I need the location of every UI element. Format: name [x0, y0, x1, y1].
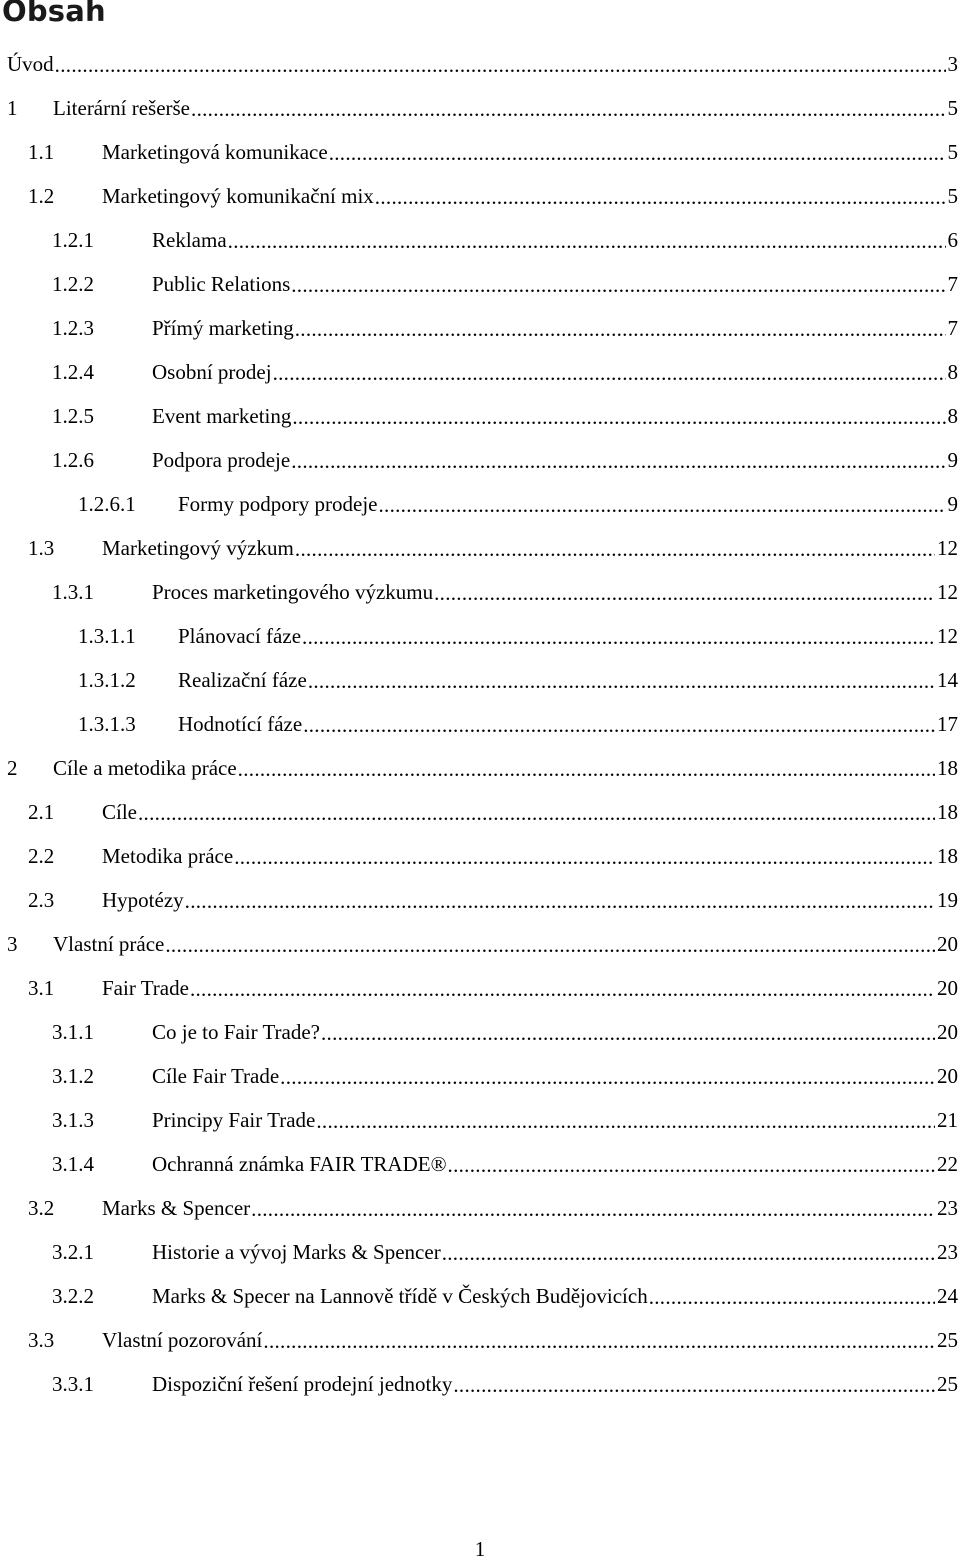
toc-entry-number: 1.2.4 — [52, 360, 94, 384]
dot-leader — [55, 42, 946, 86]
toc-entry-page: 25 — [937, 1372, 958, 1396]
toc-entry-page: 18 — [937, 800, 958, 824]
toc-entry[interactable] — [52, 1054, 958, 1098]
dot-leader — [190, 966, 935, 1010]
toc-entry[interactable] — [52, 1142, 958, 1186]
toc-entry-page: 23 — [937, 1196, 958, 1220]
toc-entry-page: 23 — [937, 1240, 958, 1264]
toc-entry[interactable] — [52, 570, 958, 614]
toc-entry-page: 14 — [937, 668, 958, 692]
toc-entry[interactable] — [28, 834, 958, 878]
toc-entry-number: 1.3.1.3 — [78, 712, 136, 736]
dot-leader — [280, 1054, 935, 1098]
toc-entry[interactable] — [28, 130, 958, 174]
dot-leader — [291, 262, 945, 306]
toc-entry[interactable] — [28, 790, 958, 834]
dot-leader — [234, 834, 935, 878]
toc-entry-title: Event marketing — [152, 404, 292, 428]
dot-leader — [273, 350, 946, 394]
toc-entry[interactable] — [78, 658, 958, 702]
toc-entry-title: Reklama — [152, 228, 227, 252]
toc-entry-page: 18 — [937, 756, 958, 780]
dot-leader — [442, 1230, 935, 1274]
toc-entry-page: 20 — [937, 1064, 958, 1088]
dot-leader — [295, 526, 935, 570]
toc-entry-number: 3.1.4 — [52, 1152, 94, 1176]
toc-entry-page: 12 — [937, 536, 958, 560]
toc-entry-page: 5 — [947, 140, 958, 164]
toc-entry-page: 12 — [937, 580, 958, 604]
toc-entry-number: 3 — [7, 932, 18, 956]
toc-entry[interactable] — [7, 922, 958, 966]
toc-entry[interactable] — [28, 1318, 958, 1362]
toc-entry-title: Ochranná známka FAIR TRADE® — [152, 1152, 447, 1176]
toc-entry[interactable] — [52, 1098, 958, 1142]
toc-entry-page: 22 — [937, 1152, 958, 1176]
dot-leader — [295, 306, 946, 350]
toc-entry-number: 1.3.1.1 — [78, 624, 136, 648]
toc-entry-page: 24 — [937, 1284, 958, 1308]
toc-entry-page: 5 — [947, 96, 958, 120]
dot-leader — [292, 394, 945, 438]
toc-entry-title: Fair Trade — [102, 976, 189, 1000]
toc-entry-title: Marketingová komunikace — [102, 140, 328, 164]
toc-entry-number: 3.1 — [28, 976, 55, 1000]
toc-entry-page: 21 — [937, 1108, 958, 1132]
toc-entry-number: 1.2.1 — [52, 228, 94, 252]
toc-entry-page: 12 — [937, 624, 958, 648]
toc-entry-page: 20 — [937, 932, 958, 956]
toc-entry-page: 19 — [937, 888, 958, 912]
toc-entry[interactable] — [78, 702, 958, 746]
toc-entry-title: Dispoziční řešení prodejní jednotky — [152, 1372, 453, 1396]
toc-entry-number: 2 — [7, 756, 18, 780]
toc-entry[interactable] — [52, 1010, 958, 1054]
dot-leader — [303, 702, 935, 746]
dot-leader — [291, 438, 945, 482]
dot-leader — [649, 1274, 935, 1318]
toc-entry-number: 2.1 — [28, 800, 55, 824]
toc-entry-number: 2.3 — [28, 888, 55, 912]
page-title: Obsah — [2, 0, 106, 28]
toc-entry-page: 9 — [947, 492, 958, 516]
dot-leader — [375, 174, 946, 218]
toc-entry[interactable] — [28, 174, 958, 218]
toc-entry[interactable] — [52, 394, 958, 438]
toc-entry[interactable] — [52, 1230, 958, 1274]
dot-leader — [238, 746, 935, 790]
dot-leader — [138, 790, 935, 834]
toc-entry-number: 1.2.6 — [52, 448, 94, 472]
toc-entry-page: 17 — [937, 712, 958, 736]
toc-entry-title: Cíle a metodika práce — [53, 756, 237, 780]
toc-entry[interactable] — [52, 1274, 958, 1318]
dot-leader — [165, 922, 935, 966]
toc-entry[interactable] — [28, 966, 958, 1010]
toc-entry-page: 18 — [937, 844, 958, 868]
toc-entry-number: 3.1.2 — [52, 1064, 94, 1088]
toc-entry-number: 1.2.2 — [52, 272, 94, 296]
toc-entry-number: 3.1.1 — [52, 1020, 94, 1044]
toc-entry-number: 3.2.1 — [52, 1240, 94, 1264]
toc-entry-title: Plánovací fáze — [178, 624, 302, 648]
toc-entry[interactable] — [52, 262, 958, 306]
toc-entry-title: Marketingový výzkum — [102, 536, 294, 560]
toc-entry[interactable] — [7, 42, 958, 86]
toc-entry-page: 25 — [937, 1328, 958, 1352]
toc-entry-title: Cíle — [102, 800, 137, 824]
toc-entry-title: Hypotézy — [102, 888, 184, 912]
toc-entry-number: 1.3.1.2 — [78, 668, 136, 692]
toc-entry[interactable] — [78, 614, 958, 658]
toc-entry-title: Metodika práce — [102, 844, 234, 868]
toc-entry[interactable] — [52, 350, 958, 394]
toc-entry-number: 1.3 — [28, 536, 55, 560]
toc-entry-page: 6 — [947, 228, 958, 252]
dot-leader — [378, 482, 945, 526]
toc-entry-number: 3.3 — [28, 1328, 55, 1352]
toc-entry-title: Přímý marketing — [152, 316, 294, 340]
toc-entry-title: Cíle Fair Trade — [152, 1064, 280, 1088]
toc-entry[interactable] — [28, 878, 958, 922]
page-number: 1 — [474, 1537, 486, 1561]
toc-entry-title: Vlastní pozorování — [102, 1328, 263, 1352]
toc-entry-page: 7 — [947, 316, 958, 340]
toc-entry-number: 3.2 — [28, 1196, 55, 1220]
toc-entry[interactable] — [28, 1186, 958, 1230]
toc-entry-page: 3 — [947, 52, 958, 76]
toc-entry-number: 1.2.3 — [52, 316, 94, 340]
toc-entry-page: 5 — [947, 184, 958, 208]
toc-entry-page: 20 — [937, 1020, 958, 1044]
dot-leader — [321, 1010, 935, 1054]
toc-entry-title: Podpora prodeje — [152, 448, 291, 472]
toc-entry[interactable] — [52, 1362, 958, 1406]
toc-entry-title: Public Relations — [152, 272, 291, 296]
toc-entry-title: Realizační fáze — [178, 668, 307, 692]
toc-entry-number: 1.1 — [28, 140, 55, 164]
dot-leader — [251, 1186, 935, 1230]
toc-entry-number: 1.2.6.1 — [78, 492, 136, 516]
toc-entry-title: Literární rešerše — [53, 96, 191, 120]
toc-entry-title: Marketingový komunikační mix — [102, 184, 374, 208]
toc-entry[interactable] — [7, 86, 958, 130]
toc-entry-number: 1.3.1 — [52, 580, 94, 604]
toc-entry-title: Marks & Spencer — [102, 1196, 251, 1220]
toc-entry[interactable] — [52, 218, 958, 262]
toc-entry[interactable] — [52, 438, 958, 482]
toc-entry-number: 2.2 — [28, 844, 55, 868]
toc-entry-number: 1 — [7, 96, 18, 120]
toc-entry-title: Vlastní práce — [53, 932, 165, 956]
dot-leader — [434, 570, 935, 614]
toc-entry-title: Proces marketingového výzkumu — [152, 580, 434, 604]
toc-entry-page: 9 — [947, 448, 958, 472]
dot-leader — [308, 658, 935, 702]
toc-entry-title: Osobní prodej — [152, 360, 272, 384]
dot-leader — [191, 86, 945, 130]
toc-entry[interactable] — [28, 526, 958, 570]
dot-leader — [185, 878, 935, 922]
toc-entry-page: 8 — [947, 360, 958, 384]
dot-leader — [453, 1362, 935, 1406]
toc-entry-title: Hodnotící fáze — [178, 712, 303, 736]
toc-entry-title: Úvod — [7, 52, 54, 76]
toc-entry-page: 8 — [947, 404, 958, 428]
toc-entry[interactable] — [52, 306, 958, 350]
dot-leader — [263, 1318, 935, 1362]
dot-leader — [448, 1142, 935, 1186]
toc-entry-title: Formy podpory prodeje — [178, 492, 378, 516]
toc-entry-number: 3.1.3 — [52, 1108, 94, 1132]
dot-leader — [329, 130, 946, 174]
dot-leader — [316, 1098, 935, 1142]
dot-leader — [228, 218, 946, 262]
toc-entry-title: Co je to Fair Trade? — [152, 1020, 320, 1044]
toc-entry-page: 7 — [947, 272, 958, 296]
toc-entry-number: 1.2 — [28, 184, 55, 208]
toc-entry-title: Historie a vývoj Marks & Spencer — [152, 1240, 441, 1264]
toc-entry[interactable] — [78, 482, 958, 526]
toc-entry-number: 3.2.2 — [52, 1284, 94, 1308]
toc-entry-number: 3.3.1 — [52, 1372, 94, 1396]
toc-entry[interactable] — [7, 746, 958, 790]
toc-entry-title: Principy Fair Trade — [152, 1108, 316, 1132]
dot-leader — [302, 614, 935, 658]
toc-entry-page: 20 — [937, 976, 958, 1000]
toc-entry-number: 1.2.5 — [52, 404, 94, 428]
toc-entry-title: Marks & Specer na Lannově třídě v Českých Budějovicích — [152, 1284, 648, 1308]
